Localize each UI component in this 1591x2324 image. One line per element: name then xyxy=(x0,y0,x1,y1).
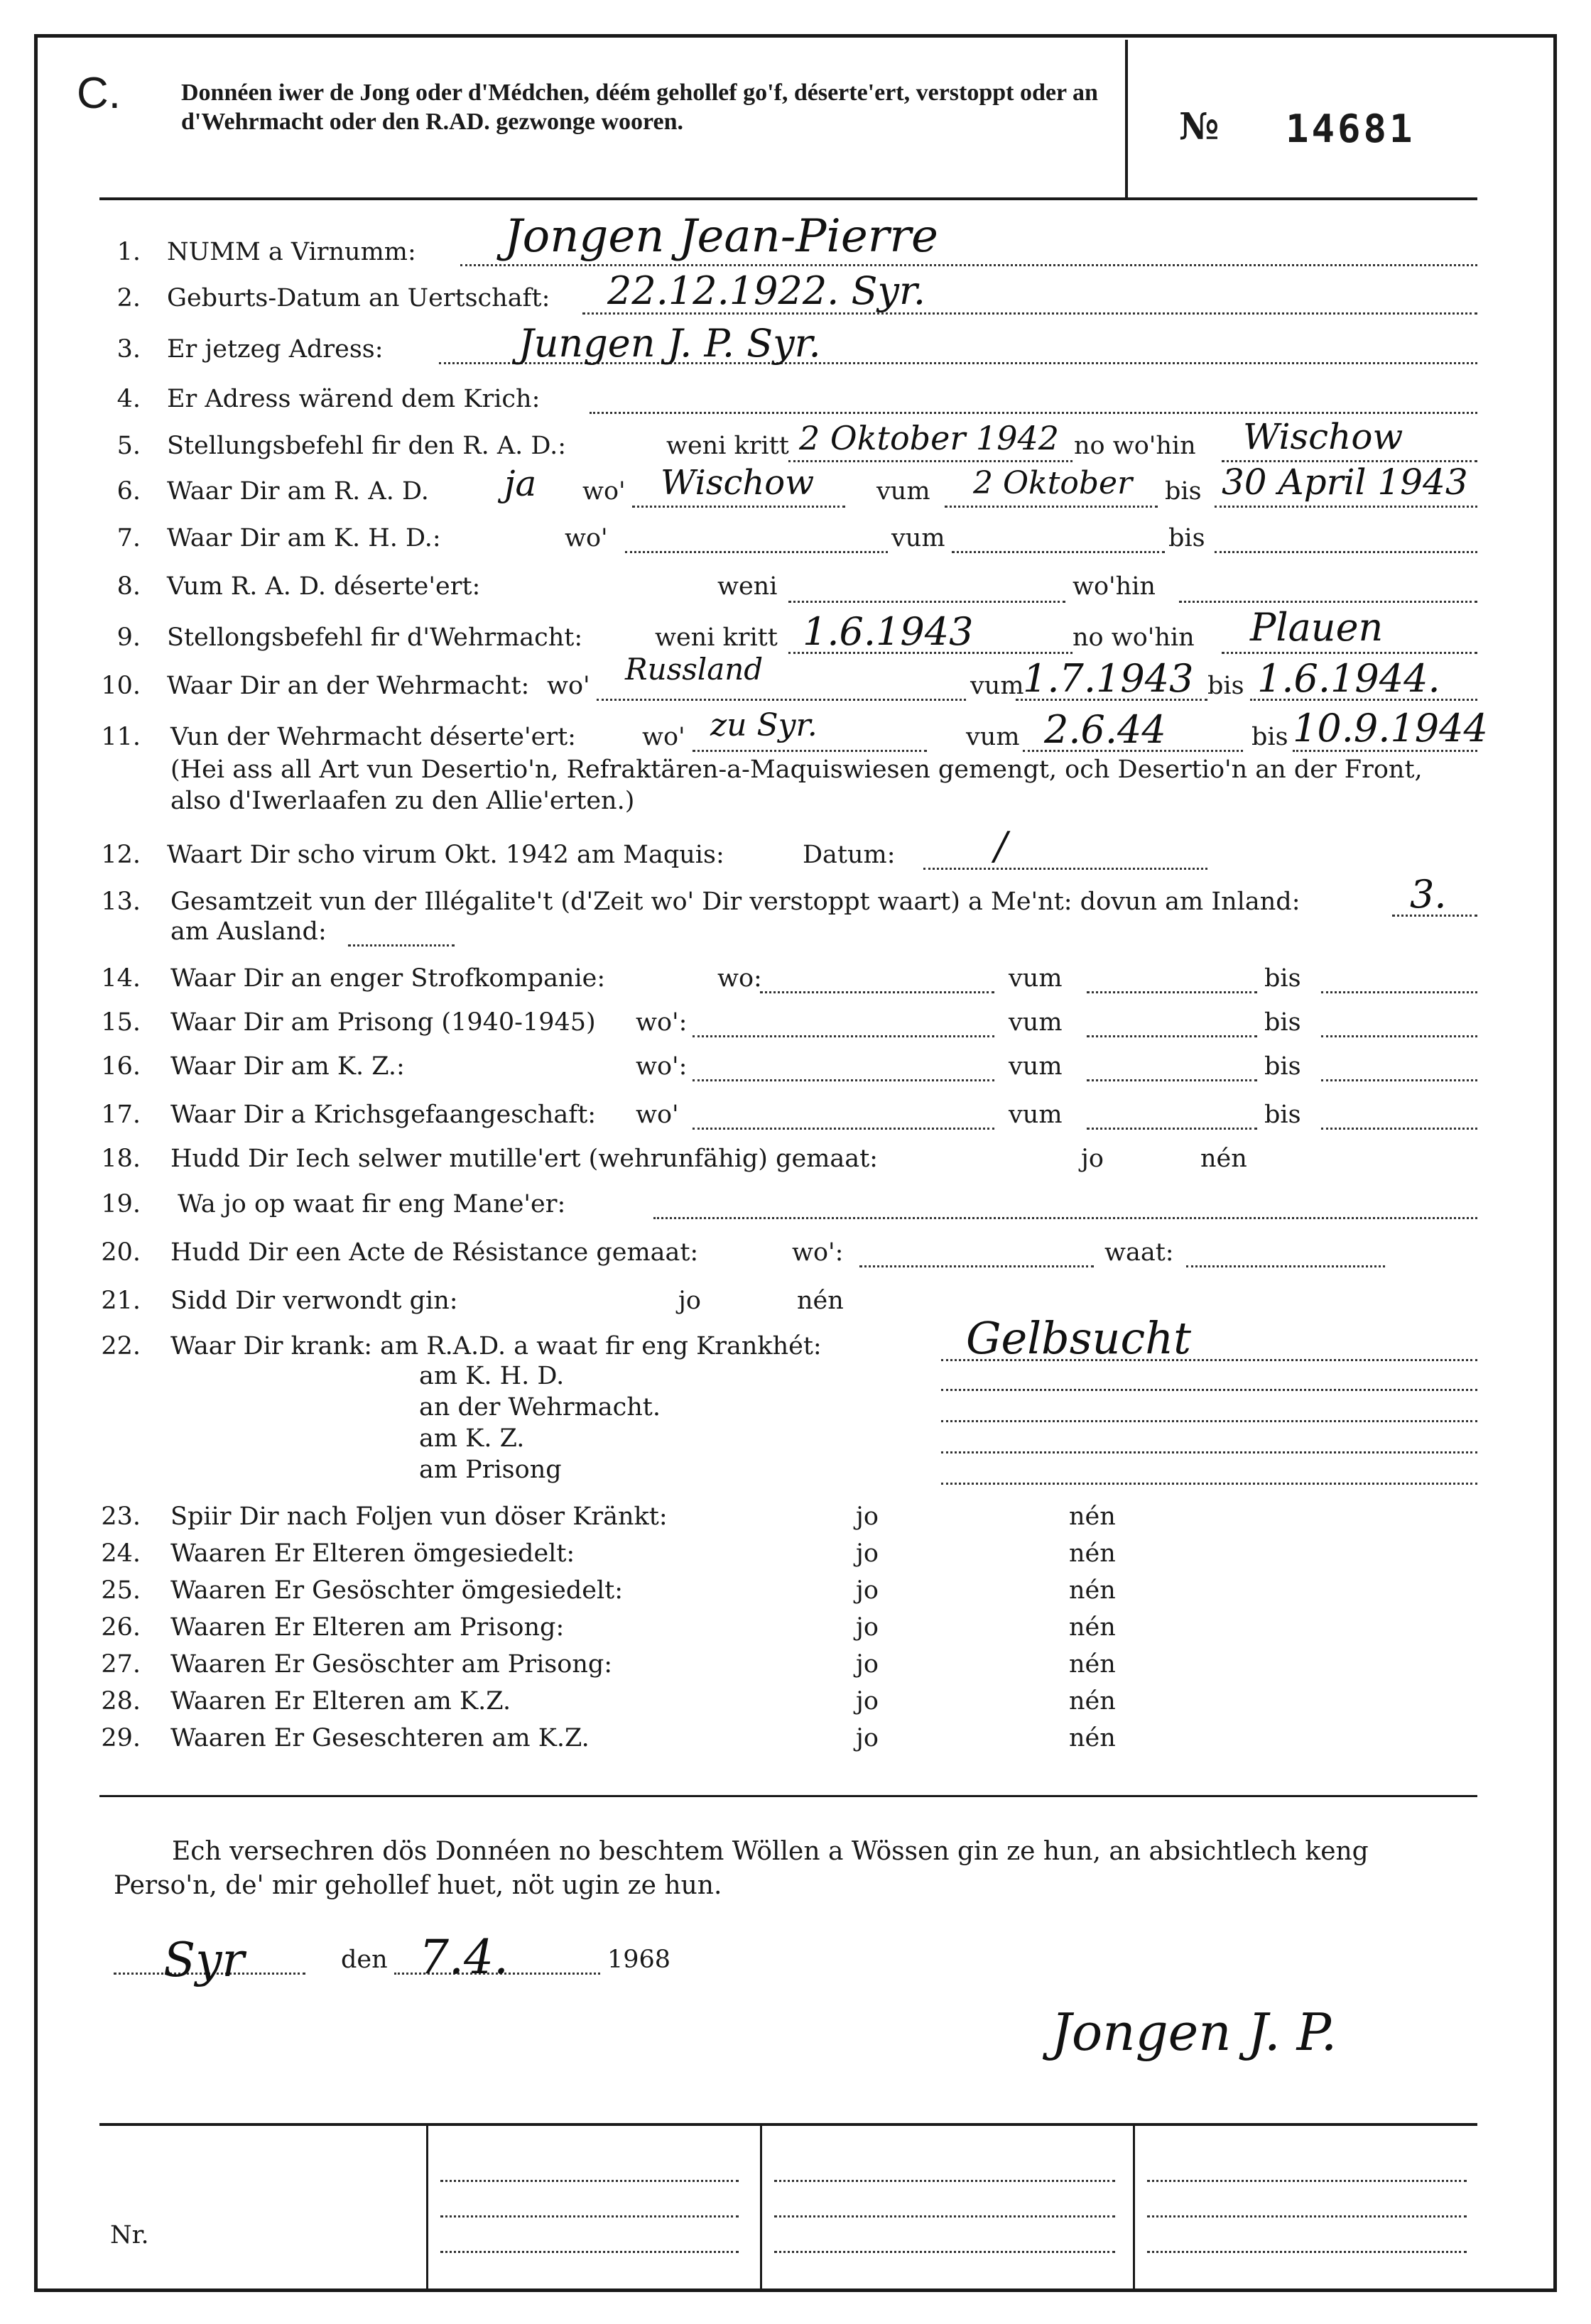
field-label: bis xyxy=(1264,1008,1301,1037)
field-label: vum xyxy=(966,723,1020,751)
row-number: 10. xyxy=(101,672,141,700)
row-number: 5. xyxy=(116,432,141,460)
fill-line xyxy=(760,991,994,993)
field-label: bis xyxy=(1264,1101,1301,1129)
row-label: Waar Dir a Krichsgefaangeschaft: xyxy=(170,1101,597,1129)
row-label: Waaren Er Elteren am K.Z. xyxy=(170,1687,511,1715)
option-no[interactable]: nén xyxy=(1069,1724,1116,1752)
option-no[interactable]: nén xyxy=(1069,1613,1116,1642)
row-label: Waar Dir an enger Strofkompanie: xyxy=(170,964,606,993)
row-number: 23. xyxy=(101,1502,141,1531)
field-label: Datum: xyxy=(803,841,896,869)
fill-line xyxy=(1215,551,1477,553)
row-label: Wa jo op waat fir eng Mane'er: xyxy=(178,1190,566,1218)
footer-rule xyxy=(99,2123,1477,2126)
fill-line xyxy=(941,1389,1477,1391)
fill-line xyxy=(597,699,966,701)
section-rule xyxy=(99,1795,1477,1797)
fill-line xyxy=(653,1217,1477,1219)
row-number: 20. xyxy=(101,1238,141,1267)
row-number: 29. xyxy=(101,1724,141,1752)
footer-line xyxy=(1147,2180,1467,2182)
row-number: 18. xyxy=(101,1145,141,1173)
fill-line xyxy=(348,944,455,946)
fill-line xyxy=(1321,1035,1477,1037)
row-number: 9. xyxy=(116,623,141,652)
field-label: bis xyxy=(1207,672,1244,700)
fill-line xyxy=(625,551,888,553)
row-label: Waaren Er Elteren ömgesiedelt: xyxy=(170,1539,575,1568)
handwritten-date: 1.6.1943 xyxy=(803,609,974,654)
form-number: 14681 xyxy=(1286,107,1416,151)
row-label: NUMM a Virnumm: xyxy=(167,238,416,266)
row-label: Waaren Er Gesöschter ömgesiedelt: xyxy=(170,1576,624,1605)
fill-line xyxy=(941,1451,1477,1453)
date-label: den xyxy=(341,1946,388,1974)
handwritten-date: 1.6.1944. xyxy=(1257,656,1440,701)
row-label: Er Adress wärend dem Krich: xyxy=(167,385,541,413)
handwritten-date: 30 April 1943 xyxy=(1222,462,1468,503)
row-label: Waar Dir am K. Z.: xyxy=(170,1052,405,1081)
fill-line xyxy=(1321,991,1477,993)
fill-line xyxy=(945,506,1158,508)
fill-line xyxy=(1222,652,1477,654)
handwritten-date: 2.6.44 xyxy=(1044,707,1166,752)
row-label: Waar Dir am R. A. D. xyxy=(167,477,429,506)
fill-line xyxy=(1321,1128,1477,1130)
sub-label: am K. Z. xyxy=(419,1424,525,1453)
row-number: 4. xyxy=(116,385,141,413)
declaration-text: Ech versechren dös Donnéen no beschtem Wöllen a Wössen gin ze hun, an absichtlech keng Perso'n, de' mir gehollef huet, nöt ugin ze hun. xyxy=(114,1837,1369,1900)
row-label: Vum R. A. D. déserte'ert: xyxy=(167,572,481,601)
footer-divider xyxy=(426,2126,428,2292)
row-number: 27. xyxy=(101,1650,141,1679)
fill-line xyxy=(1087,1128,1257,1130)
fill-line xyxy=(1087,991,1257,993)
row-label: Geburts-Datum an Uertschaft: xyxy=(167,284,550,312)
footer-line xyxy=(774,2215,1115,2217)
row-label: Vun der Wehrmacht déserte'ert: xyxy=(170,723,576,751)
fill-line xyxy=(693,750,927,752)
footer-line xyxy=(1147,2251,1467,2253)
field-label: bis xyxy=(1251,723,1288,751)
row-label: Gesamtzeit vun der Illégalite't (d'Zeit wo' Dir verstoppt waart) a Me'nt: dovun am Inland: xyxy=(170,888,1301,916)
row-number: 22. xyxy=(101,1332,141,1360)
field-label: vum xyxy=(1009,964,1063,993)
row-number: 15. xyxy=(101,1008,141,1037)
header-rule xyxy=(99,197,1477,200)
note-desertion: (Hei ass all Art vun Desertio'n, Refraktären-a-Maquiswiesen gemengt, och Desertio'n an der Front, also d'Iwerlaafen zu den Allie'erten.) xyxy=(170,755,1423,815)
handwritten-answer: ja xyxy=(504,463,537,504)
field-label: vum xyxy=(970,672,1024,700)
option-no[interactable]: nén xyxy=(1069,1650,1116,1679)
handwritten-place: zu Syr. xyxy=(710,707,818,743)
handwritten-place: Syr xyxy=(163,1933,245,1987)
year-label: 1968 xyxy=(607,1946,671,1974)
row-number: 2. xyxy=(116,284,141,312)
footer-line xyxy=(440,2180,739,2182)
field-label: wo' xyxy=(636,1101,679,1129)
field-label: wo': xyxy=(636,1008,688,1037)
fill-line xyxy=(859,1265,1094,1267)
option-yes[interactable]: jo xyxy=(856,1539,879,1568)
row-number: 13. xyxy=(101,888,141,916)
footer-divider xyxy=(760,2126,762,2292)
fill-line xyxy=(632,506,845,508)
option-no[interactable]: nén xyxy=(797,1287,844,1315)
row-label: Waaren Er Gesöschter am Prisong: xyxy=(170,1650,613,1679)
row-number: 19. xyxy=(101,1190,141,1218)
fill-line xyxy=(1179,601,1477,603)
section-letter: C. xyxy=(77,69,121,118)
field-label: vum xyxy=(1009,1101,1063,1129)
row-number: 16. xyxy=(101,1052,141,1081)
handwritten-address: Jungen J. P. Syr. xyxy=(518,321,821,366)
row-label: Waar Dir am Prisong (1940-1945) xyxy=(170,1008,596,1037)
footer-line xyxy=(440,2251,739,2253)
option-yes[interactable]: jo xyxy=(1081,1145,1104,1173)
row-number: 8. xyxy=(116,572,141,601)
row-label-abroad: am Ausland: xyxy=(170,917,327,946)
fill-line xyxy=(693,1079,994,1081)
sub-label: am K. H. D. xyxy=(419,1362,565,1390)
option-yes[interactable]: jo xyxy=(856,1502,879,1531)
field-label: no wo'hin xyxy=(1074,432,1196,460)
row-number: 11. xyxy=(101,723,141,751)
footer-line xyxy=(440,2215,739,2217)
row-label: Hudd Dir een Acte de Résistance gemaat: xyxy=(170,1238,699,1267)
sub-label: am Prisong xyxy=(419,1456,562,1484)
fill-line xyxy=(693,1035,994,1037)
option-yes[interactable]: jo xyxy=(856,1687,879,1715)
field-label: weni kritt xyxy=(655,623,778,652)
handwritten-date: 7.4. xyxy=(419,1930,509,1985)
row-label: Stellongsbefehl fir d'Wehrmacht: xyxy=(167,623,583,652)
field-label: wo' xyxy=(565,524,608,552)
row-number: 12. xyxy=(101,841,141,869)
row-number: 26. xyxy=(101,1613,141,1642)
handwritten-place: Plauen xyxy=(1250,605,1384,650)
field-label: wo': xyxy=(792,1238,844,1267)
fill-line xyxy=(952,551,1165,553)
handwritten-date: 2 Oktober 1942 xyxy=(799,419,1060,457)
field-label: wo' xyxy=(642,723,685,751)
option-no[interactable]: nén xyxy=(1200,1145,1247,1173)
handwritten-date: 10.9.1944 xyxy=(1293,706,1488,751)
field-label: bis xyxy=(1264,964,1301,993)
row-number: 6. xyxy=(116,477,141,506)
field-label: vum xyxy=(1009,1052,1063,1081)
row-label: Spiir Dir nach Foljen vun döser Kränkt: xyxy=(170,1502,668,1531)
row-label: Sidd Dir verwondt gin: xyxy=(170,1287,458,1315)
fill-line xyxy=(1087,1035,1257,1037)
row-number: 1. xyxy=(116,238,141,266)
field-label: vum xyxy=(891,524,945,552)
row-number: 21. xyxy=(101,1287,141,1315)
field-label: no wo'hin xyxy=(1073,623,1195,652)
row-label: Waar Dir an der Wehrmacht: xyxy=(167,672,530,700)
footer-line xyxy=(774,2251,1115,2253)
handwritten-place: Russland xyxy=(625,652,764,687)
option-no[interactable]: nén xyxy=(1069,1687,1116,1715)
signature: Jongen J. P. xyxy=(1051,2002,1337,2062)
field-label: bis xyxy=(1165,477,1202,506)
fill-line xyxy=(788,460,1073,462)
footer-line xyxy=(1147,2215,1467,2217)
row-label: Stellungsbefehl fir den R. A. D.: xyxy=(167,432,567,460)
field-label: weni xyxy=(717,572,778,601)
row-number: 17. xyxy=(101,1101,141,1129)
row-label: Waar Dir am K. H. D.: xyxy=(167,524,441,552)
option-yes[interactable]: jo xyxy=(678,1287,701,1315)
row-label: Waaren Er Geseschteren am K.Z. xyxy=(170,1724,590,1752)
header-divider xyxy=(1125,40,1128,197)
option-no[interactable]: nén xyxy=(1069,1502,1116,1531)
fill-line xyxy=(1321,1079,1477,1081)
row-number: 14. xyxy=(101,964,141,993)
fill-line xyxy=(941,1483,1477,1485)
field-label: wo'hin xyxy=(1073,572,1156,601)
row-number: 24. xyxy=(101,1539,141,1568)
handwritten-date: 2 Oktober xyxy=(973,465,1133,501)
row-label: Waar Dir krank: am R.A.D. a waat fir eng Krankhét: xyxy=(170,1332,822,1360)
fill-line xyxy=(788,601,1065,603)
field-label: wo': xyxy=(636,1052,688,1081)
fill-line xyxy=(1186,1265,1385,1267)
row-number: 7. xyxy=(116,524,141,552)
footer-divider xyxy=(1133,2126,1135,2292)
field-label: bis xyxy=(1264,1052,1301,1081)
handwritten-months: 3. xyxy=(1410,872,1447,917)
sub-label: an der Wehrmacht. xyxy=(419,1393,661,1422)
footer-nr-label: Nr. xyxy=(110,2221,149,2249)
fill-line xyxy=(460,264,1477,266)
fill-line xyxy=(590,412,1477,414)
handwritten-place: Wischow xyxy=(661,463,815,503)
field-label: vum xyxy=(876,477,930,506)
number-sign: № xyxy=(1179,105,1220,148)
row-label: Er jetzeg Adress: xyxy=(167,335,384,364)
fill-line xyxy=(923,868,1207,870)
row-label: Waart Dir scho virum Okt. 1942 am Maquis: xyxy=(167,841,724,869)
fill-line xyxy=(941,1420,1477,1422)
footer-line xyxy=(774,2180,1115,2182)
field-label: bis xyxy=(1168,524,1205,552)
field-label: wo' xyxy=(582,477,626,506)
option-yes[interactable]: jo xyxy=(856,1613,879,1642)
row-number: 28. xyxy=(101,1687,141,1715)
field-label: weni kritt xyxy=(666,432,789,460)
field-label: vum xyxy=(1009,1008,1063,1037)
form-title: Donnéen iwer de Jong oder d'Médchen, déém gehollef go'f, déserte'ert, verstoppt oder an d'Wehrmacht oder den R.AD. gezwonge wooren. xyxy=(181,80,1098,135)
option-yes[interactable]: jo xyxy=(856,1724,879,1752)
field-label: wo: xyxy=(717,964,762,993)
row-number: 3. xyxy=(116,335,141,364)
handwritten-illness: Gelbsucht xyxy=(966,1312,1192,1364)
handwritten-place: Wischow xyxy=(1243,416,1403,457)
handwritten-date: 1.7.1943 xyxy=(1023,656,1194,701)
row-number: 25. xyxy=(101,1576,141,1605)
row-label: Hudd Dir Iech selwer mutille'ert (wehrunfähig) gemaat: xyxy=(170,1145,878,1173)
option-no[interactable]: nén xyxy=(1069,1539,1116,1568)
option-yes[interactable]: jo xyxy=(856,1650,879,1679)
field-label: waat: xyxy=(1104,1238,1174,1267)
handwritten-name: Jongen Jean-Pierre xyxy=(504,210,938,263)
fill-line xyxy=(693,1128,994,1130)
row-label: Waaren Er Elteren am Prisong: xyxy=(170,1613,565,1642)
option-no[interactable]: nén xyxy=(1069,1576,1116,1605)
fill-line xyxy=(1087,1079,1257,1081)
field-label: wo' xyxy=(547,672,590,700)
handwritten-birth: 22.12.1922. Syr. xyxy=(607,268,926,313)
option-yes[interactable]: jo xyxy=(856,1576,879,1605)
fill-line xyxy=(1215,506,1477,508)
handwritten-slash: / xyxy=(994,824,1008,868)
